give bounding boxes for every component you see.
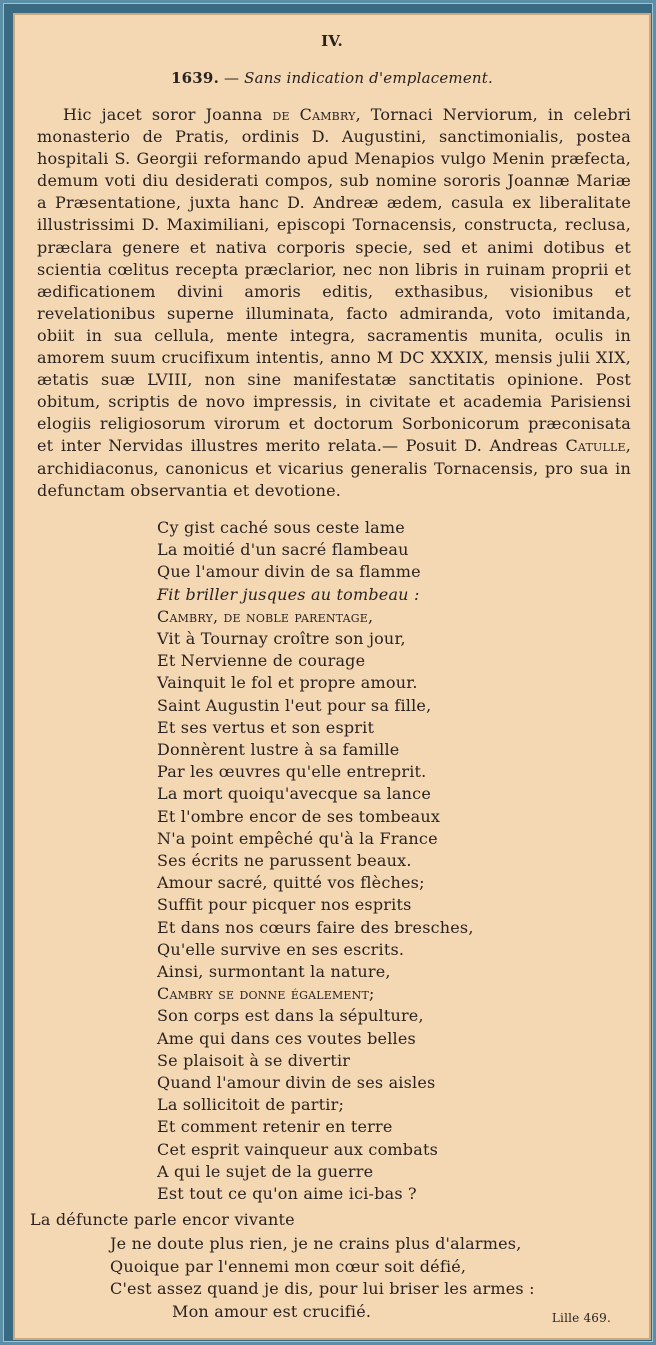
latin-inscription (37, 104, 631, 502)
inscription-text-2: , Tornaci Nerviorum, in celebri monasterio de Pratis, ordinis D. Augustini, sanctimonialis, postea hospitali S. Georgii reformando apud Menapios vulgo Menin præfecta, demum voti diu desiderati compos, sub nomine sororis Joannæ Mariæ a Præsentatione, juxta hanc D. Andreæ ædem, casula ex liberalitate illustrissimi D. Maximiliani, episcopi Tornacensis, constructa, reclusa, præclara genere et nativa corporis specie, sed et animi dotibus et scientia cœlitus recepta præclarior, nec non libris in ruinam proprii et ædificationem divini amoris editis, exthasibus, visionibus et revelationibus superne illuminata, facto admiranda, voto imitanda, obiit in sua cellula, mente integra, sacramentis munita, oculis in amorem suum crucifixum intentis, anno M DC XXXIX, mensis julii XIX, ætatis suæ LVIII, non sine manifestatæ sanctitatis opinione. Post obitum, scriptis de novo impressis, in civitate et academia Parisiensi elogiis religiosorum virorum et doctorum Sorbonicorum præconisata et inter Nervidas illustres merito relata.— Posuit D. Andreas (37, 105, 631, 456)
verse-line: Cambry, de noble parentage, (157, 606, 374, 626)
closing-verse (110, 1233, 640, 1323)
verse-line: Vit à Tournay croître son jour, (157, 629, 406, 649)
verse-line: Cet esprit vainqueur aux combats (157, 1139, 439, 1159)
verse-line: Donnèrent lustre à sa famille (157, 740, 400, 760)
verse-line: La mort quoiqu'avecque sa lance (157, 784, 431, 804)
surname-cambry: Cambry (299, 105, 356, 124)
verse-line: La sollicitoit de partir; (157, 1095, 345, 1115)
verse-line: Et dans nos cœurs faire des bresches, (157, 917, 474, 937)
closing-line: Quoique par l'ennemi mon cœur soit défié, (110, 1256, 467, 1276)
verse-line: Quand l'amour divin de ses aisles (157, 1073, 436, 1093)
verse-line: Suffit pour picquer nos esprits (157, 895, 412, 915)
decorative-frame (3, 3, 653, 1342)
folio-reference: Lille 469. (551, 1311, 611, 1325)
verse-line: La moitié d'un sacré flambeau (157, 540, 409, 560)
verse-line: Son corps est dans la sépulture, (157, 1006, 424, 1026)
verse-line: Et comment retenir en terre (157, 1117, 393, 1137)
epitaph-lead-line: La défuncte parle encor vivante (30, 1210, 295, 1229)
entry-heading (15, 69, 649, 87)
section-numeral: IV. (321, 32, 343, 50)
verse-line: Que l'amour divin de sa flamme (157, 562, 421, 582)
verse-line: Cy gist caché sous ceste lame (157, 518, 405, 537)
closing-line: C'est assez quand je dis, pour lui briser les armes : (110, 1279, 535, 1298)
entry-year: 1639. (171, 69, 219, 87)
verse-line: A qui le sujet de la guerre (157, 1161, 374, 1181)
verse-line: Et ses vertus et son esprit (157, 717, 375, 737)
verse-line: N'a point empêché qu'à la France (157, 828, 438, 848)
document-page (13, 13, 651, 1340)
verse-line: Par les œuvres qu'elle entreprit. (157, 762, 427, 782)
verse-line: Est tout ce qu'on aime ici-bas ? (157, 1184, 417, 1204)
verse-line: Cambry se donne également; (157, 984, 375, 1004)
inscription-text-3: , archidiaconus, canonicus et vicarius generalis Tornacensis, pro sua in defunctam observantia et devotione. (37, 436, 631, 500)
closing-line: Mon amour est crucifié. (172, 1301, 372, 1321)
verse-line: Et Nervienne de courage (157, 651, 366, 671)
verse-line: Amour sacré, quitté vos flèches; (157, 873, 425, 893)
verse-line: Ainsi, surmontant la nature, (157, 962, 391, 982)
verse-line: Vainquit le fol et propre amour. (157, 673, 418, 693)
verse-line: Saint Augustin l'eut pour sa fille, (157, 695, 432, 715)
inscription-text-1: Hic jacet soror Joanna (63, 105, 273, 124)
location-note: Sans indication d'emplacement. (244, 69, 493, 87)
surname-catulle: Catulle (565, 436, 626, 456)
verse-line: Qu'elle survive en ses escrits. (157, 939, 405, 959)
verse-line: Et l'ombre encor de ses tombeaux (157, 806, 441, 826)
french-verse (157, 517, 627, 1205)
heading-dash: — (223, 69, 240, 87)
closing-line: Je ne doute plus rien, je ne crains plus d'alarmes, (110, 1234, 522, 1253)
verse-line: Se plaisoit à se divertir (157, 1050, 351, 1070)
verse-line: Ses écrits ne parussent beaux. (157, 851, 412, 871)
verse-line: Ame qui dans ces voutes belles (157, 1028, 416, 1048)
name-particle: de (272, 105, 290, 124)
verse-line: Fit briller jusques au tombeau : (157, 584, 420, 604)
